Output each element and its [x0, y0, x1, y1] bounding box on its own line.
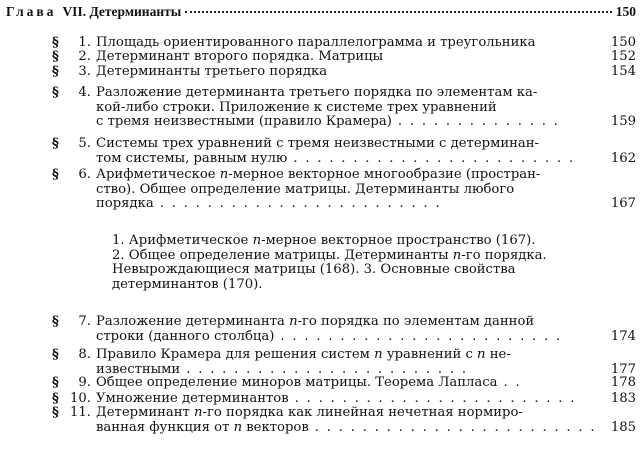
subsection-line: 1. Арифметическое n-мерное векторное пространство (167).: [112, 233, 536, 248]
section-title-line: Умножение детерминантов . . . . . . . . . . . . . . . . . . . . . . . .: [96, 392, 577, 406]
section-page: 177: [610, 361, 636, 377]
section-title-line: кой-либо строки. Приложение к системе трех уравнений: [96, 99, 497, 115]
dot-leader: . .: [497, 376, 522, 390]
chapter-heading: [6, 4, 636, 22]
dot-leader: . . . . . . . . . . . . . . . . . . . . . . . .: [287, 151, 575, 166]
section-number: 8.: [78, 347, 91, 362]
section-title-line: Арифметическое n-мерное векторное многообразие (простран-: [96, 167, 541, 182]
section-title-line: Площадь ориентированного параллелограмма и треугольника: [96, 35, 536, 50]
section-sign: §: [52, 136, 59, 151]
section-number: 9.: [78, 375, 91, 390]
section-title-line: том системы, равным нулю . . . . . . . . . . . . . . . . . . . . . . . .: [96, 151, 575, 166]
dot-leader: . . . . . . . . . . . . . .: [391, 115, 560, 130]
section-sign: §: [52, 391, 59, 406]
subsection-list: [112, 234, 606, 292]
dot-leader: . . . . . . . . . . . . . . . . . . . . . . . .: [308, 420, 597, 435]
section-number: 3.: [78, 64, 91, 79]
section-page: 152: [610, 49, 636, 64]
section-sign: §: [52, 347, 59, 362]
section-title-line: известными . . . . . . . . . . . . . . . . . . . . . . . .: [96, 362, 468, 377]
section-title: [96, 50, 608, 65]
section-sign: §: [52, 85, 59, 100]
section-number: 6.: [78, 167, 91, 182]
section-sign: §: [52, 375, 59, 390]
subsection-line: 2. Общее определение матрицы. Детерминанты n-го порядка.: [112, 247, 547, 263]
section-sign: §: [52, 35, 59, 50]
section-number: 4.: [78, 85, 91, 100]
section-title-line: Детерминанты третьего порядка: [96, 64, 328, 79]
section-title-line: Разложение детерминанта n-го порядка по элементам данной: [96, 314, 535, 329]
subsection-line: детерминантов (170).: [112, 276, 263, 292]
section-title-line: Системы трех уравнений с тремя неизвестными с детерминан-: [96, 136, 540, 151]
toc-entry: [52, 86, 636, 130]
section-title: [96, 137, 608, 166]
toc-entry: [52, 348, 636, 377]
dot-leader: . . . . . . . . . . . . . . . . . . . . . . . .: [153, 197, 442, 212]
chapter-label: Глава: [6, 4, 57, 19]
toc-entry: [52, 137, 636, 166]
section-page: 159: [610, 114, 636, 130]
section-title-line: Детерминант второго порядка. Матрицы: [96, 49, 384, 64]
section-page: 185: [610, 419, 636, 435]
toc-entry: [52, 168, 636, 212]
section-sign: §: [52, 64, 59, 79]
section-sign: §: [52, 49, 59, 64]
section-page: 167: [610, 196, 636, 212]
section-number: 7.: [78, 314, 91, 329]
section-sign: §: [52, 167, 59, 182]
section-title: [96, 376, 608, 391]
dot-leader: . . . . . . . . . . . . . . . . . . . . . . . .: [274, 329, 563, 344]
section-number: 5.: [78, 136, 91, 151]
toc-entry: [52, 50, 636, 65]
section-page: 174: [610, 328, 636, 344]
dot-leader: . . . . . . . . . . . . . . . . . . . . . . . .: [180, 362, 468, 377]
section-title: [96, 406, 608, 435]
section-title: [96, 65, 608, 80]
section-title-line: Правило Крамера для решения систем n уравнений с n не-: [96, 347, 511, 362]
chapter-page: 150: [615, 4, 636, 19]
section-sign: §: [52, 314, 59, 329]
toc-entry: [52, 315, 636, 344]
dot-leader: . . . . . . . . . . . . . . . . . . . . . . . .: [288, 392, 577, 406]
section-title-line: порядка . . . . . . . . . . . . . . . . . . . . . . . .: [96, 197, 442, 212]
section-page: 154: [610, 64, 636, 79]
section-number: 1.: [78, 35, 91, 50]
section-number: 11.: [70, 405, 91, 420]
section-title: [96, 86, 608, 130]
chapter-title: VII. Детерминанты: [62, 4, 182, 19]
dot-leader: [185, 11, 611, 13]
toc-entry: [52, 406, 636, 435]
section-title: [96, 315, 608, 344]
section-page: 178: [610, 375, 636, 390]
section-page: 162: [610, 150, 636, 166]
section-number: 10.: [70, 391, 91, 406]
section-title: [96, 348, 608, 377]
section-title: [96, 168, 608, 212]
toc-entry: [52, 376, 636, 391]
section-title-line: ство). Общее определение матрицы. Детерминанты любого: [96, 181, 515, 197]
section-number: 2.: [78, 49, 91, 64]
section-title-line: Детерминант n-го порядка как линейная нечетная нормиро-: [96, 405, 523, 420]
toc-entry: [52, 65, 636, 80]
section-page: 150: [610, 35, 636, 50]
section-title-line: строки (данного столбца) . . . . . . . . . . . . . . . . . . . . . . . .: [96, 329, 563, 344]
section-title-line: Разложение детерминанта третьего порядка по элементам ка-: [96, 85, 538, 100]
section-title-line: с тремя неизвестными (правило Крамера) . . . . . . . . . . . . . .: [96, 115, 560, 130]
section-title-line: Общее определение миноров матрицы. Теорема Лапласа . .: [96, 376, 522, 390]
subsection-line: Невырождающиеся матрицы (168). 3. Основные свойства: [112, 262, 516, 278]
section-page: 183: [610, 391, 636, 406]
section-title-line: ванная функция от n векторов . . . . . . . . . . . . . . . . . . . . . . . .: [96, 420, 597, 435]
section-sign: §: [52, 405, 59, 420]
